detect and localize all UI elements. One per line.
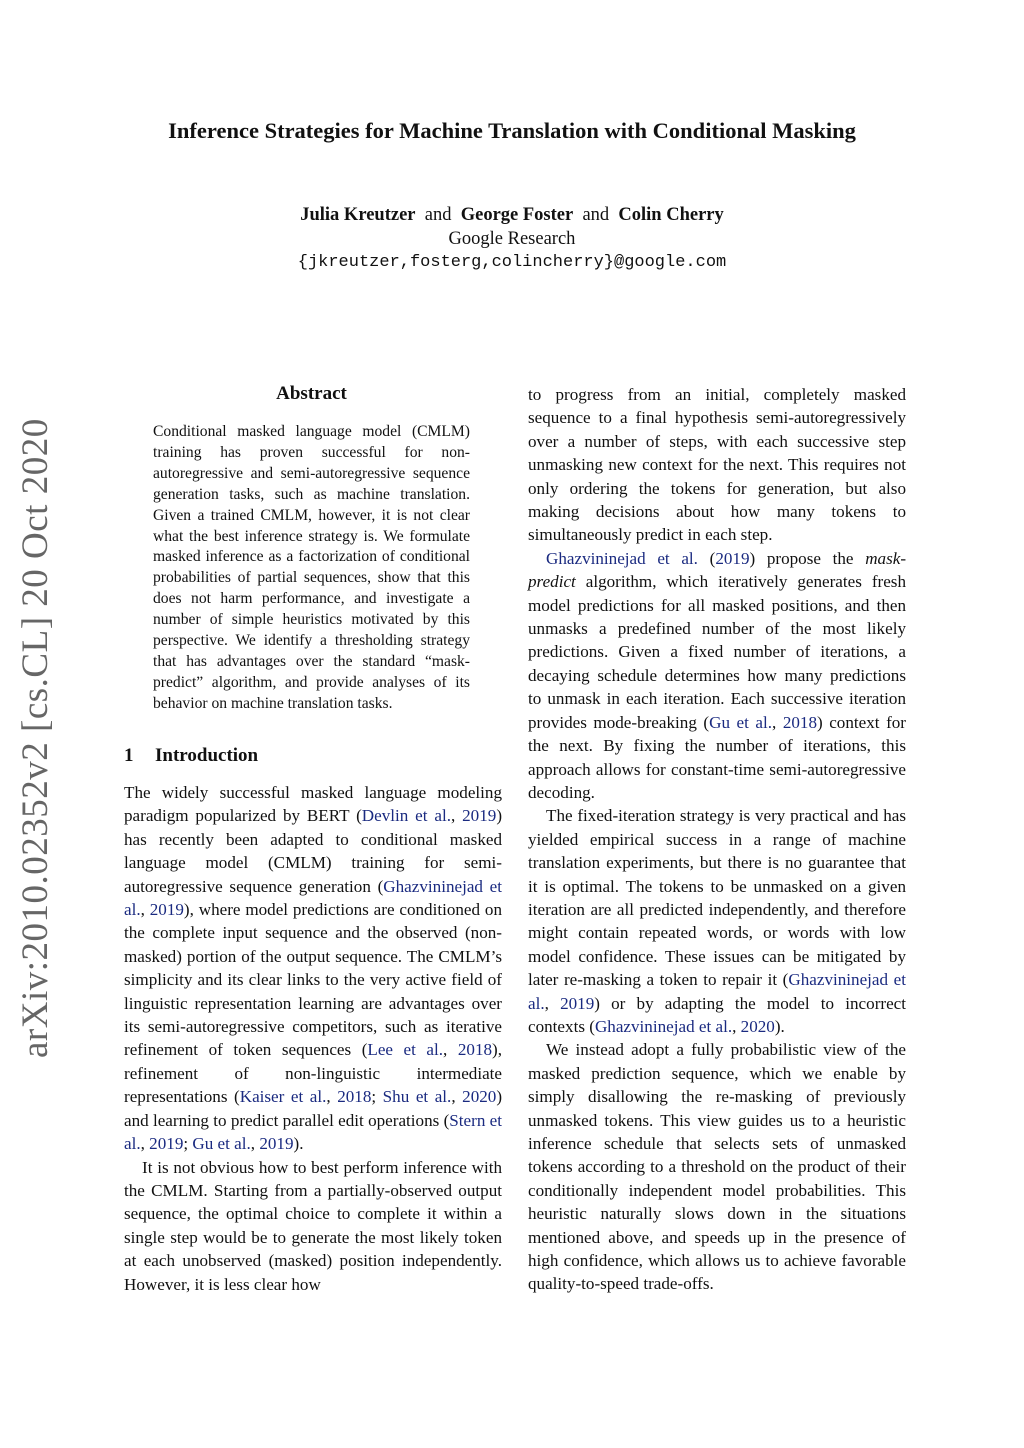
body-text: ) context for the next. By fixing the number of iterations, this approach allows for constant-time semi-autoregressive decoding. (528, 712, 906, 802)
body-text: The widely successful masked language modeling paradigm popularized by BERT ( (124, 783, 502, 826)
body-text: ), where model predictions are conditioned on the complete input sequence and the observed (non-masked) portion of the output sequence. The CMLM’s simplicity and its clear links to the very active field of linguistic representation learning are advantages over its semi-autoregressive competitors, such as iterative refinement of token sequences ( (124, 900, 502, 1060)
body-text: , (772, 712, 783, 732)
citation-link[interactable]: 2018 (457, 1040, 493, 1060)
abstract-text: Conditional masked language model (CMLM) training has proven successful for non-autoregressive and semi-autoregressive sequence generation tasks, such as machine translation. Given a trained CMLM, however, it is not clear what the best inference strategy is. We formulate masked inference as a factorization of conditional probabilities of partial sequences, show that this does not harm performance, and investigate a number of simple heuristics motivated by this perspective. We identify a thresholding strategy that has advantages over the standard “mask-predict” algorithm, and provide analyses of its behavior on machine translation tasks. (153, 423, 470, 712)
citation-link[interactable]: Stern et al. (124, 1110, 502, 1154)
citation-link[interactable]: Shu et al. (382, 1087, 452, 1107)
body-paragraph (528, 804, 906, 1038)
citation-link[interactable]: 2019 (560, 993, 595, 1013)
body-text: ; (183, 1134, 193, 1154)
author-names (0, 203, 1024, 227)
body-text: algorithm, which iteratively generates fresh model predictions for all masked positions, and then unmasks a predefined number of the most likely predictions. Given a fixed number of iterations, a decaying schedule determines how many predictions to unmask in each iteration. Each successive iteration provides mode-breaking ( (528, 572, 906, 732)
author-separator: and (424, 205, 452, 225)
citation-link[interactable]: 2019 (149, 1134, 184, 1154)
citation-link[interactable]: 2018 (337, 1087, 372, 1107)
body-text: The fixed-iteration strategy is very practical and has yielded empirical success in a range of machine translation experiments, but there is no guarantee that it is optimal. The tokens to be unmasked on a given iteration are all predicted independently, and therefore might contain repeated words, or words with low model confidence. These issues can be mitigated by later re-masking a token to repair it ( (528, 806, 906, 990)
citation-link[interactable]: Ghazvininejad et al. (528, 970, 906, 1013)
citation-link[interactable]: 2020 (740, 1016, 775, 1036)
body-paragraph (124, 781, 502, 1156)
body-text: , (451, 1087, 463, 1107)
left-column-body (124, 781, 502, 1296)
citation-link[interactable]: Devlin et al. (361, 806, 451, 826)
citation-link[interactable]: 2019 (715, 548, 750, 568)
citation-link[interactable]: Ghazvininejad et al. (594, 1016, 733, 1036)
section-title: Introduction (155, 745, 259, 766)
citation-link[interactable]: 2019 (259, 1134, 294, 1154)
body-text: ), refinement of non-linguistic intermediate representations ( (124, 1040, 502, 1107)
body-text: ). (293, 1134, 304, 1154)
author-2: George Foster (460, 205, 574, 225)
paper-title: Inference Strategies for Machine Translation with Conditional Masking (168, 118, 856, 143)
emphasis-text: mask-predict (528, 548, 907, 592)
body-text: , (250, 1134, 260, 1154)
body-text: ) or by adapting the model to incorrect contexts ( (528, 993, 906, 1036)
body-text: ) propose the (749, 548, 866, 568)
citation-link[interactable]: 2018 (782, 712, 817, 732)
citation-link[interactable]: Gu et al. (709, 712, 772, 732)
citation-link[interactable]: 2019 (149, 900, 184, 920)
body-text: ). (774, 1016, 785, 1036)
body-text: ( (697, 548, 716, 568)
citation-link[interactable]: Ghazvininejad et al. (124, 876, 502, 920)
citation-link[interactable]: 2019 (462, 806, 497, 826)
citation-link[interactable]: Lee et al. (367, 1040, 444, 1060)
body-text: , (443, 1040, 458, 1060)
section-heading (124, 745, 258, 767)
citation-link[interactable]: Kaiser et al. (239, 1087, 327, 1107)
body-text: , (450, 806, 463, 826)
body-text: It is not obvious how to best perform inference with the CMLM. Starting from a partially-observed output sequence, the optimal choice to complete it within a single step would be to generate the most likely token at each unobserved (masked) position independently. However, it is less clear how (124, 1157, 502, 1294)
body-paragraph (124, 1156, 502, 1296)
author-separator: and (582, 205, 610, 225)
body-text: , (544, 993, 561, 1013)
body-text: ) and learning to predict parallel edit operations ( (124, 1087, 503, 1130)
body-paragraph (528, 1038, 906, 1295)
body-text: to progress from an initial, completely masked sequence to a final hypothesis semi-autoregressively over a number of steps, with each successive step unmasking new context for the next. This requires not only ordering the tokens for generation, but also making decisions about how many tokens to simultaneously predict in each step. (528, 385, 906, 545)
author-3: Colin Cherry (618, 205, 724, 225)
author-emails: {jkreutzer,fosterg,colincherry}@google.com (297, 253, 727, 272)
body-text: ) has recently been adapted to conditional masked language model (CMLM) training for semi-autoregressive sequence generation ( (124, 806, 503, 896)
citation-link[interactable]: 2020 (462, 1087, 497, 1107)
body-text: We instead adopt a fully probabilistic view of the masked prediction sequence, which we enable by simply disallowing the re-masking of previously unmasked tokens. This view guides us to a heuristic inference schedule that selects sets of unmasked tokens according to a threshold on the product of their conditionally independent model probabilities. This heuristic naturally slows down in the situations mentioned above, and speeds up in the presence of high confidence, which allows us to achieve favorable quality-to-speed trade-offs. (528, 1040, 906, 1294)
body-text: , (732, 1016, 741, 1036)
body-paragraph (528, 547, 906, 804)
body-text: , (326, 1087, 338, 1107)
affiliation: Google Research (448, 229, 576, 249)
body-paragraph (528, 383, 906, 547)
section-number: 1 (124, 745, 134, 766)
author-block (0, 203, 1024, 275)
body-text: , (140, 1134, 150, 1154)
body-text: ; (371, 1087, 383, 1107)
right-column-body (528, 383, 906, 1296)
author-1: Julia Kreutzer (300, 205, 416, 225)
citation-link[interactable]: Gu et al. (192, 1134, 251, 1154)
abstract-heading: Abstract (276, 383, 347, 404)
body-text: , (140, 900, 150, 920)
arxiv-stamp: arXiv:2010.02352v2 [cs.CL] 20 Oct 2020 (15, 418, 56, 1058)
citation-link[interactable]: Ghazvininejad et al. (546, 548, 698, 568)
